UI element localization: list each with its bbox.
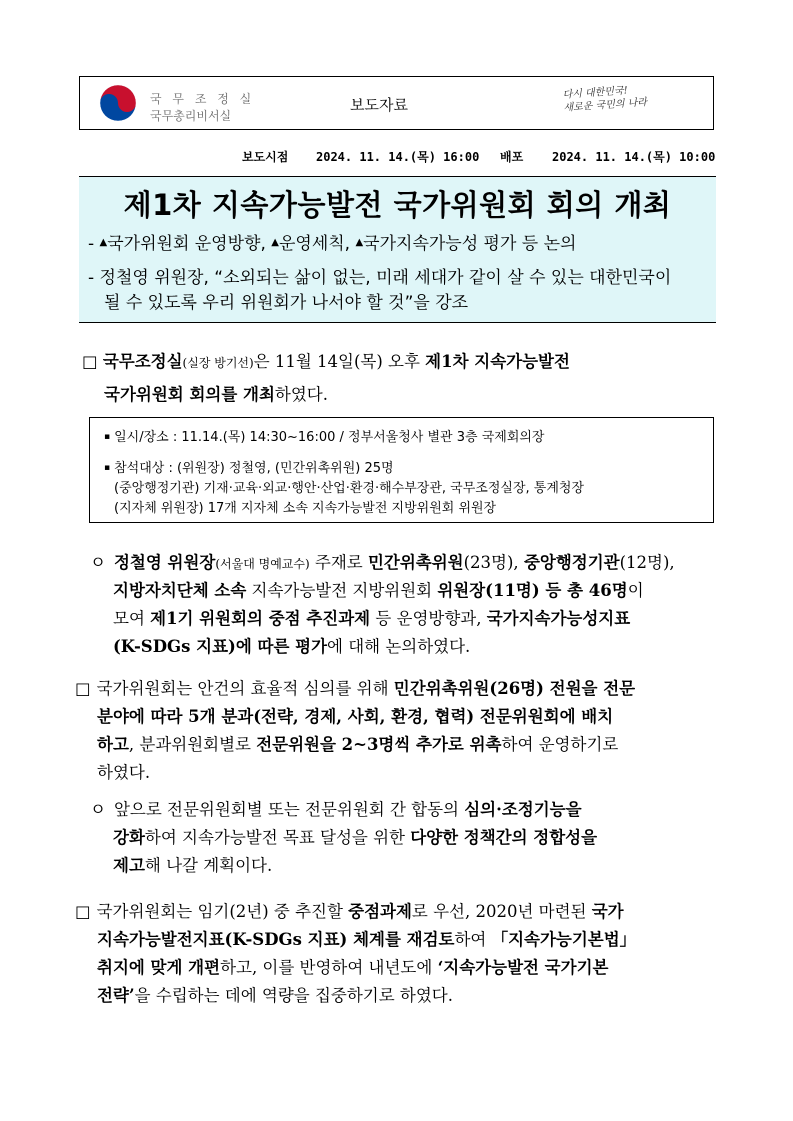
- text-bold: 취지에 맞게 개편: [97, 958, 221, 977]
- para5-line2: [97, 926, 636, 950]
- slogan-line2: 새로운 국민의 나라: [563, 97, 648, 114]
- para2-line3: [113, 605, 630, 629]
- text-bold: 제1차 지속가능발전: [425, 352, 570, 371]
- text-bold: 민간위촉위원: [367, 553, 464, 572]
- text-bold: 정철영 위원장: [113, 553, 216, 572]
- text: 일시/장소 : 11.14.(목) 14:30~16:00 / 정부서울청사 별관 3층 국제회의장: [114, 430, 545, 445]
- subtitle-1: [88, 229, 576, 258]
- text-bold: 심의·조정기능을: [464, 800, 582, 819]
- text-bold: 중점과제: [348, 902, 412, 921]
- text-bold: 국가: [591, 902, 624, 921]
- text-bold: 「지속가능기본법」: [491, 930, 637, 949]
- triangle-icon: ▲: [271, 237, 279, 248]
- text: 하여: [454, 930, 492, 949]
- page-title: 제1차 지속가능발전 국가위원회 회의 개최: [123, 188, 672, 222]
- subtitle-2-line1: - 정철영 위원장, “소외되는 삶이 없는, 미래 세대가 같이 살 수 있는 대한민국이: [88, 268, 672, 288]
- release-label: 보도시점: [242, 150, 289, 164]
- text-bold: 제1기 위원회의 중점 추진과제: [150, 609, 371, 628]
- para5-line1: [75, 898, 624, 922]
- text-bold: (K-SDGs 지표)에 따른 평가: [113, 637, 328, 656]
- text: 모여: [113, 609, 151, 628]
- para5-line3: [97, 954, 608, 978]
- government-emblem-icon: [99, 84, 137, 122]
- para3-line1: [75, 675, 635, 699]
- release-value: 2024. 11. 14.(목) 16:00: [316, 150, 480, 164]
- text-bold: 지속가능발전지표(K-SDGs 지표) 체계를 재검토: [97, 930, 455, 949]
- text-bold: 하고: [97, 735, 129, 754]
- para3-line2: [97, 703, 613, 727]
- text-bold: ‘지속가능발전 국가기본: [437, 958, 609, 977]
- text: 이: [627, 581, 644, 600]
- text: 하여 운영하기로: [501, 735, 619, 754]
- para4-line3: [113, 852, 272, 876]
- para2-line4: [113, 633, 470, 657]
- text: 은 11월 14일(목) 오후: [253, 352, 426, 371]
- text: , 분과위원회별로: [128, 735, 257, 754]
- info-line4: (지자체 위원장) 17개 지자체 소속 지속가능발전 지방위원회 위원장: [114, 501, 497, 516]
- text: 참석대상 : (위원장) 정철영, (민간위촉위원) 25명: [114, 461, 394, 476]
- text: 하였다.: [274, 385, 328, 404]
- text-bold: 민간위촉위원(26명) 전원을 전문: [393, 679, 636, 698]
- text: 하여 지속가능발전 목표 달성을 위한: [144, 828, 411, 847]
- para4-line1: [90, 796, 582, 820]
- text-bold: 전문위원을 2~3명씩 추가로 위촉: [256, 735, 502, 754]
- para1-line2: [104, 381, 328, 405]
- text-bold: 지방자치단체 소속: [113, 581, 247, 600]
- checkbox-icon: □: [75, 902, 91, 921]
- para3-line4: [97, 759, 150, 783]
- info-line2: [104, 457, 394, 476]
- para2-line1: [90, 549, 675, 573]
- text-bold: 다양한 정책간의 정합성을: [410, 828, 598, 847]
- text-bold: 분야에 따라 5개 분과(전략, 경제, 사회, 환경, 협력) 전문위원회에 배치: [97, 707, 614, 726]
- para2-line2: [113, 577, 644, 601]
- text-bold: 국가위원회 회의를 개최: [104, 385, 275, 404]
- text-bold: 국무조정실: [102, 352, 183, 371]
- para5-line4: [97, 982, 453, 1006]
- distribute-value: 2024. 11. 14.(목) 10:00: [552, 150, 716, 164]
- info-line3: (중앙행정기관) 기재·교육·외교·행안·산업·환경·해수부장관, 국무조정실장, 통계청장: [114, 481, 585, 496]
- para1-line1: [82, 348, 570, 372]
- bullet-icon: ▪: [104, 432, 111, 442]
- subtitle-1a: 국가위원회 운영방향,: [107, 234, 272, 254]
- text: 로 우선, 2020년 마련된: [411, 902, 592, 921]
- subtitle-2-line2: 될 수 있도록 우리 위원회가 나서야 할 것”을 강조: [104, 293, 469, 313]
- document-type: 보도자료: [350, 96, 408, 114]
- text: 해 나갈 계획이다.: [144, 856, 273, 875]
- checkbox-icon: □: [82, 352, 98, 371]
- slogan-line1: 다시 대한민국!: [562, 85, 629, 101]
- text-small: (서울대 명예교수): [215, 557, 310, 571]
- text-bold: 중앙행정기관: [523, 553, 620, 572]
- para3-line3: [97, 731, 618, 755]
- triangle-icon: ▲: [355, 237, 364, 248]
- org-name-line1: 국 무 조 정 실: [150, 92, 255, 106]
- circle-bullet-icon: ㅇ: [90, 553, 106, 572]
- para4-line2: [113, 824, 597, 848]
- text: 하였다.: [97, 763, 151, 782]
- text: 에 대해 논의하였다.: [327, 637, 471, 656]
- text: 하고, 이를 반영하여 내년도에: [220, 958, 438, 977]
- text: 을 수립하는 데에 역량을 집중하기로 하였다.: [134, 986, 453, 1005]
- info-line1: [104, 426, 545, 445]
- text-bold: 강화: [113, 828, 145, 847]
- subtitle-1c: 국가지속가능성 평가 등 논의: [363, 234, 577, 254]
- text: 주재로: [309, 553, 368, 572]
- text: 등 운영방향과,: [370, 609, 487, 628]
- text: 국가위원회는 안건의 효율적 심의를 위해: [96, 679, 394, 698]
- text-bold: 제고: [113, 856, 145, 875]
- bullet-icon: ▪: [104, 463, 111, 473]
- subtitle-1b: 운영세칙,: [278, 234, 356, 254]
- org-name-line2: 국무총리비서실: [150, 109, 232, 123]
- text: 앞으로 전문위원회별 또는 전문위원회 간 합동의: [113, 800, 465, 819]
- text: (23명),: [463, 553, 524, 572]
- text: (12명),: [619, 553, 675, 572]
- text-small: (실장 방기선): [182, 356, 254, 370]
- text-bold: 국가지속가능성지표: [486, 609, 631, 628]
- distribute-label: 배포: [500, 150, 524, 164]
- circle-bullet-icon: ㅇ: [90, 800, 106, 819]
- subtitle-dash: -: [88, 234, 100, 254]
- triangle-icon: ▲: [99, 237, 108, 248]
- text-bold: 전략’: [97, 986, 135, 1005]
- text-bold: 위원장(11명) 등 총 46명: [437, 581, 628, 600]
- text: 국가위원회는 임기(2년) 중 추진할: [96, 902, 349, 921]
- checkbox-icon: □: [75, 679, 91, 698]
- text: 지속가능발전 지방위원회: [246, 581, 438, 600]
